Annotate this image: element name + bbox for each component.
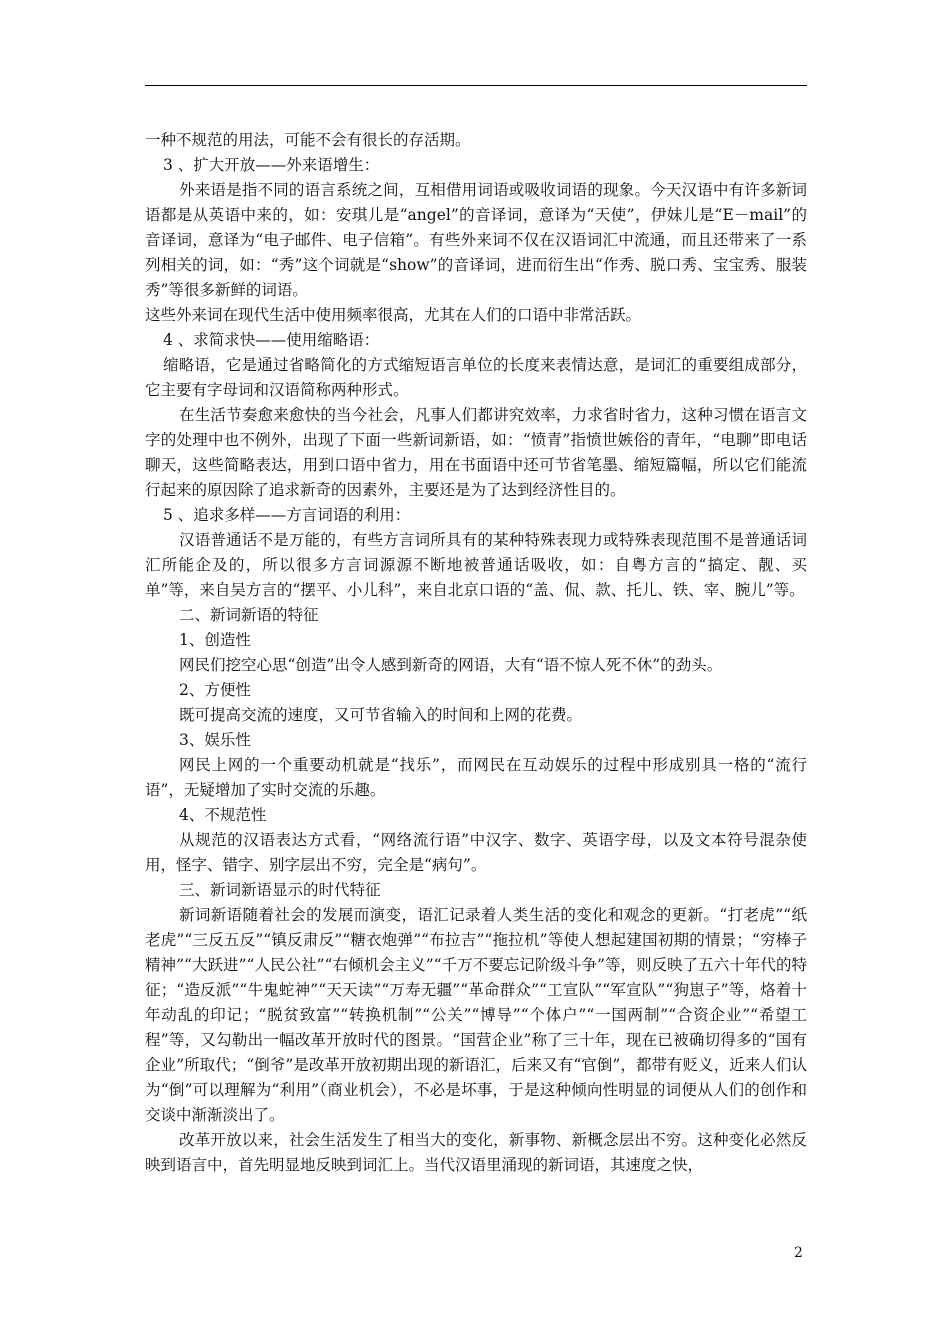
paragraph: 5 、追求多样——方言词语的利用： (163, 506, 411, 524)
subheading: 2、方便性 (179, 681, 251, 699)
paragraph: 改革开放以来，社会生活发生了相当大的变化，新事物、新概念层出不穷。这种变化必然反映到语言中，首先明显地反映到词汇上。当代汉语里涌现的新词语，其速度之快， (145, 1131, 807, 1174)
paragraph: 从规范的汉语表达方式看，“网络流行语”中汉字、数字、英语字母，以及文本符号混杂使用，怪字、错字、别字层出不穷，完全是“病句”。 (145, 831, 807, 874)
paragraph: 一种不规范的用法，可能不会有很长的存活期。 (145, 131, 471, 149)
paragraph: 4 、求简求快——使用缩略语： (163, 331, 380, 349)
paragraph: 缩略语，它是通过省略简化的方式缩短语言单位的长度来表情达意，是词汇的重要组成部分，它主要有字母词和汉语简称两种形式。 (145, 356, 807, 399)
paragraph: 在生活节奏愈来愈快的当今社会，凡事人们都讲究效率，力求省时省力，这种习惯在语言文字的处理中也不例外，出现了下面一些新词新语，如：“愤青”指愤世嫉俗的青年，“电聊”即电话聊天，这些简略表达，用到口语中省力，用在书面语中还可节省笔墨、缩短篇幅，所以它们能流行起来的原因除了追求新奇的因素外，主要还是为了达到经济性目的。 (145, 406, 807, 499)
page-number: 2 (794, 1245, 803, 1261)
document-body (145, 128, 807, 1178)
paragraph: 汉语普通话不是万能的，有些方言词所具有的某种特殊表现力或特殊表现范围不是普通话词汇所能企及的，所以很多方言词源源不断地被普通话吸收，如：自粤方言的“搞定、靓、买单”等，来自吴方言的“摆平、小儿科”，来自北京口语的“盖、侃、款、托儿、铁、宰、腕儿”等。 (145, 531, 807, 599)
paragraph: 外来语是指不同的语言系统之间，互相借用词语或吸收词语的现象。今天汉语中有许多新词语都是从英语中来的，如：安琪儿是“angel”的音译词，意译为“天使”，伊妹儿是“E－mail”的音译词，意译为“电子邮件、电子信箱”。有些外来词不仅在汉语词汇中流通，而且还带来了一系列相关的词，如：“秀”这个词就是“show”的音译词，进而衍生出“作秀、脱口秀、宝宝秀、服装秀”等很多新鲜的词语。 (145, 181, 807, 299)
subheading: 1、创造性 (179, 631, 251, 649)
section-heading: 二、新词新语的特征 (179, 606, 319, 624)
subheading: 4、不规范性 (179, 806, 267, 824)
paragraph: 新词新语随着社会的发展而演变，语汇记录着人类生活的变化和观念的更新。“打老虎”“纸老虎”“三反五反”“镇反肃反”“糖衣炮弹”“布拉吉”“拖拉机”等使人想起建国初期的情景；“穷棒子精神”“大跃进”“人民公社”“右倾机会主义”“千万不要忘记阶级斗争”等，则反映了五六十年代的特征；“造反派”“牛鬼蛇神”“天天读”“万寿无疆”“革命群众”“工宣队”“军宣队”“狗崽子”等，烙着十年动乱的印记；“脱贫致富”“转换机制”“公关”“博导”“个体户”“一国两制”“合资企业”“希望工程”等，又勾勒出一幅改革开放时代的图景。“国营企业”称了三十年，现在已被确切得多的“国有企业”所取代；“倒爷”是改革开放初期出现的新语汇，后来又有“官倒”，都带有贬义，近来人们认为“倒”可以理解为“利用”（商业机会），不必是坏事，于是这种倾向性明显的词便从人们的创作和交谈中渐渐淡出了。 (145, 906, 807, 1124)
paragraph: 网民们挖空心思“创造”出令人感到新奇的网语，大有“语不惊人死不休”的劲头。 (179, 656, 723, 674)
section-heading: 三、新词新语显示的时代特征 (179, 881, 381, 899)
subheading: 3、娱乐性 (179, 731, 251, 749)
paragraph: 既可提高交流的速度，又可节省输入的时间和上网的花费。 (179, 706, 583, 724)
paragraph: 这些外来词在现代生活中使用频率很高，尤其在人们的口语中非常活跃。 (145, 306, 642, 324)
header-rule (145, 85, 807, 86)
paragraph: 3 、扩大开放——外来语增生： (163, 156, 380, 174)
paragraph: 网民上网的一个重要动机就是“找乐”，而网民在互动娱乐的过程中形成别具一格的“流行语”，无疑增加了实时交流的乐趣。 (145, 756, 807, 799)
